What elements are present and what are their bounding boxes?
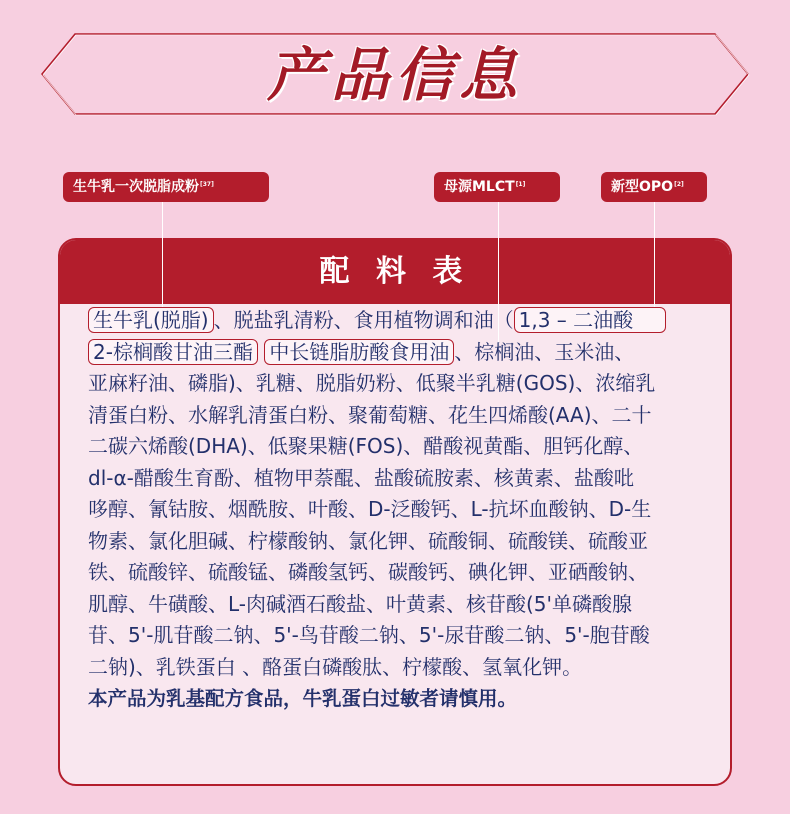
ingredient-line: 物素、氯化胆碱、柠檬酸钠、氯化钾、硫酸铜、硫酸镁、硫酸亚 xyxy=(88,528,648,553)
connector-line-opo xyxy=(654,202,655,314)
ingredient-line: 苷、5'-肌苷酸二钠、5'-鸟苷酸二钠、5'-尿苷酸二钠、5'-胞苷酸 xyxy=(88,623,650,647)
tag-mlct: 母源MLCT[1] xyxy=(434,172,560,202)
ingredient-line: 亚麻籽油、磷脂)、乳糖、脱脂奶粉、低聚半乳糖(GOS)、浓缩乳 xyxy=(88,371,656,395)
connector-line-skim xyxy=(162,202,163,314)
ingredients-text xyxy=(88,305,710,715)
ingredients-header: 配 料 表 xyxy=(60,240,730,304)
highlight-mlct: 中长链脂肪酸食用油 xyxy=(264,339,454,365)
highlight-opo: 1,3 – 二油酸 xyxy=(514,307,666,333)
highlight-skim-milk: 生牛乳(脱脂) xyxy=(88,307,214,333)
ingredient-line: 肌醇、牛磺酸、L-肉碱酒石酸盐、叶黄素、核苷酸(5'单磷酸腺 xyxy=(88,591,633,616)
ingredient-line: 二碳六烯酸(DHA)、低聚果糖(FOS)、醋酸视黄酯、胆钙化醇、 xyxy=(88,434,644,458)
tag-opo: 新型OPO[2] xyxy=(601,172,707,202)
tag-skim-milk-powder: 生牛乳一次脱脂成粉[37] xyxy=(63,172,269,202)
ingredient-text: 、脱盐乳清粉、食用植物调和油（ xyxy=(213,308,514,332)
highlight-opo-continued: 2-棕榈酸甘油三酯 xyxy=(88,339,258,365)
ingredient-line: 清蛋白粉、水解乳清蛋白粉、聚葡萄糖、花生四烯酸(AA)、二十 xyxy=(88,402,652,427)
page-title: 产品信息 xyxy=(266,41,523,109)
allergy-warning: 本产品为乳基配方食品，牛乳蛋白过敏者请慎用。 xyxy=(88,687,518,710)
ingredient-line: 哆醇、氰钴胺、烟酰胺、叶酸、D-泛酸钙、L-抗坏血酸钠、D-生 xyxy=(88,497,652,521)
ingredient-line: dl-α-醋酸生育酚、植物甲萘醌、盐酸硫胺素、核黄素、盐酸吡 xyxy=(88,465,634,490)
ingredient-line: 铁、硫酸锌、硫酸锰、磷酸氢钙、碳酸钙、碘化钾、亚硒酸钠、 xyxy=(88,560,648,584)
ingredient-text: 、棕榈油、玉米油、 xyxy=(454,339,635,364)
ingredient-line: 二钠)、乳铁蛋白 、酪蛋白磷酸肽、柠檬酸、氢氧化钾。 xyxy=(88,654,583,679)
